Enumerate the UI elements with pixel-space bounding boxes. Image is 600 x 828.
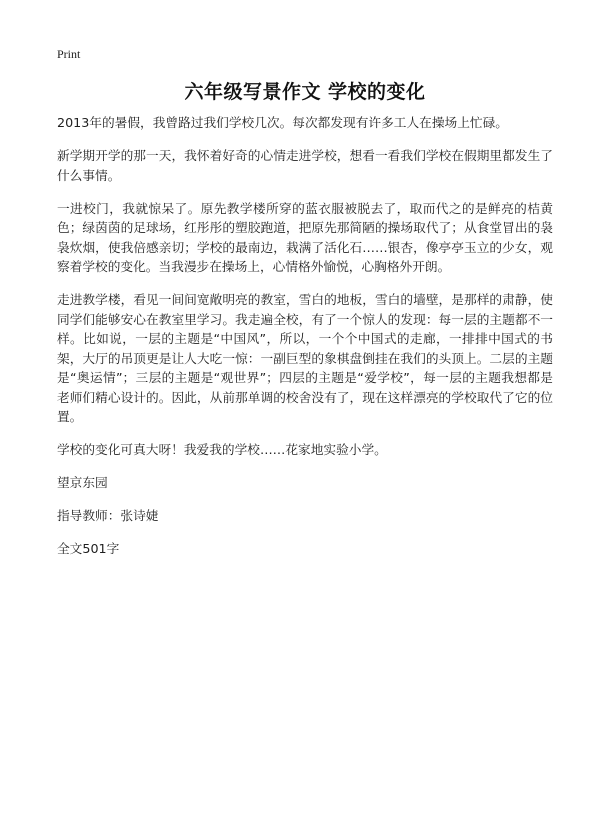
author-location: 望京东园 [57, 475, 108, 490]
word-count: 全文501字 [57, 541, 120, 556]
paragraph-intro: 2013年的暑假，我曾路过我们学校几次。每次都发现有许多工人在操场上忙碌。 [57, 115, 508, 130]
paragraph-conclusion: 学校的变化可真大呀！我爱我的学校……花家地实验小学。 [57, 442, 387, 457]
paragraph-first-day: 新学期开学的那一天，我怀着好奇的心情走进学校，想看一看我们学校在假期里都发生了什么事情。 [57, 148, 553, 183]
instructor-line: 指导教师：张诗婕 [57, 508, 159, 523]
paragraph-teaching-building: 走进教学楼，看见一间间宽敞明亮的教室，雪白的地板，雪白的墙壁，是那样的肃静，使同学们能够安心在教室里学习。我走遍全校，有了一个惊人的发现：每一层的主题都不一样。比如说，一层的主题是“中国风”，所以，一个个中国式的走廊，一排排中国式的书架，大厅的吊顶更是让人大吃一惊：一副巨型的象棋盘倒挂在我们的头顶上。二层的主题是“奥运情”；三层的主题是“观世界”；四层的主题是“爱学校”，每一层的主题我想都是老师们精心设计的。因此，从前那单调的校舍没有了，现在这样漂亮的学校取代了它的位置。 [57, 292, 553, 424]
document-page [57, 46, 553, 572]
print-link[interactable]: Print [57, 47, 81, 61]
paragraph-school-gate: 一进校门，我就惊呆了。原先教学楼所穿的蓝衣服被脱去了，取而代之的是鲜亮的桔黄色；绿茵茵的足球场，红彤彤的塑胶跑道，把原先那简陋的操场取代了；从食堂冒出的袅袅炊烟，使我倍感亲切；学校的最南边，栽满了活化石……银杏，像亭亭玉立的少女，观察着学校的变化。当我漫步在操场上，心情格外愉悦，心胸格外开朗。 [57, 200, 553, 274]
article-title: 六年级写景作文 学校的变化 [184, 81, 426, 103]
article-body [57, 113, 553, 559]
